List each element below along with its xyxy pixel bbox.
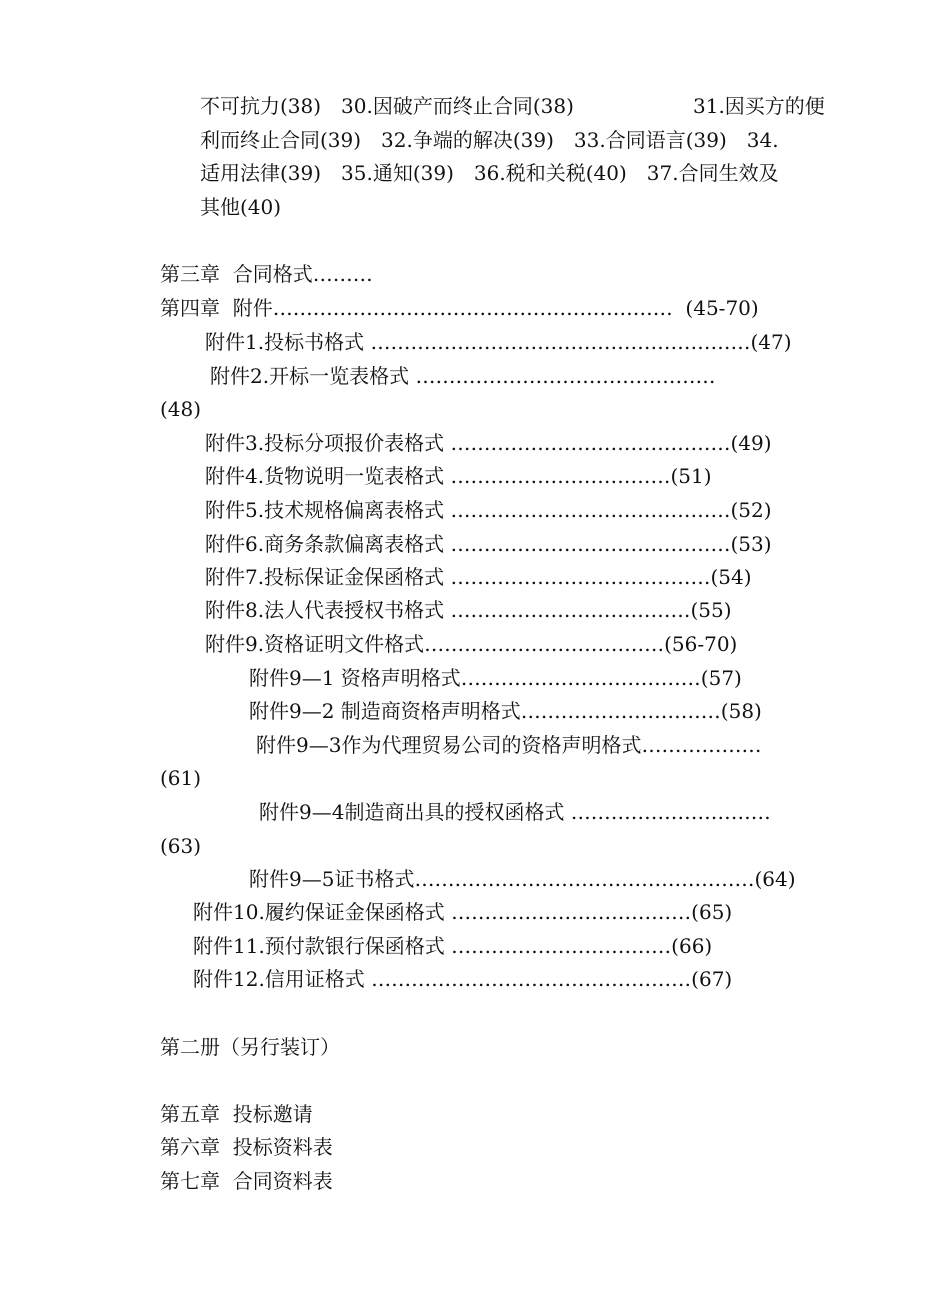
toc-continuation-line-2: 利而终止合同(39) 32.争端的解决(39) 33.合同语言(39) 34. (200, 128, 779, 152)
toc-chapter-7: 第七章 合同资料表 (160, 1169, 333, 1193)
toc-appendix-10: 附件10.履约保证金保函格式 ………………………………(65) (193, 900, 733, 924)
toc-chapter-3: 第三章 合同格式……… (160, 262, 373, 286)
toc-appendix-2: 附件2.开标一览表格式 ……………………………………… (210, 364, 716, 388)
toc-appendix-5: 附件5.技术规格偏离表格式 ……………………………………(52) (205, 498, 772, 522)
toc-appendix-2-page: (48) (160, 397, 202, 421)
volume-2-title: 第二册（另行装订） (160, 1035, 340, 1059)
toc-appendix-12: 附件12.信用证格式 …………………………………………(67) (193, 967, 733, 991)
toc-appendix-11: 附件11.预付款银行保函格式 ……………………………(66) (193, 934, 713, 958)
toc-appendix-9-5: 附件9—5证书格式……………………………………………(64) (249, 867, 796, 891)
toc-appendix-9-3-page: (61) (160, 766, 202, 790)
toc-continuation-line-4: 其他(40) (200, 195, 282, 219)
toc-appendix-9-2: 附件9—2 制造商资格声明格式…………………………(58) (249, 699, 762, 723)
toc-appendix-9: 附件9.资格证明文件格式………………………………(56-70) (205, 632, 738, 656)
toc-continuation-line-1-end: 31.因买方的便 (693, 94, 825, 118)
toc-chapter-6: 第六章 投标资料表 (160, 1135, 333, 1159)
toc-chapter-4: 第四章 附件…………………………………………………… (45-70) (160, 296, 759, 320)
toc-chapter-5: 第五章 投标邀请 (160, 1102, 313, 1126)
toc-appendix-9-1: 附件9—1 资格声明格式………………………………(57) (249, 666, 742, 690)
toc-appendix-8: 附件8.法人代表授权书格式 ………………………………(55) (205, 598, 732, 622)
toc-appendix-9-4: 附件9—4制造商出具的授权函格式 ………………………… (259, 800, 771, 824)
toc-appendix-6: 附件6.商务条款偏离表格式 ……………………………………(53) (205, 532, 772, 556)
toc-appendix-1: 附件1.投标书格式 …………………………………………………(47) (205, 330, 792, 354)
toc-appendix-3: 附件3.投标分项报价表格式 ……………………………………(49) (205, 431, 772, 455)
toc-appendix-9-3: 附件9—3作为代理贸易公司的资格声明格式……………… (256, 733, 762, 757)
toc-continuation-line-1: 不可抗力(38) 30.因破产而终止合同(38) (200, 94, 574, 118)
toc-appendix-7: 附件7.投标保证金保函格式 …………………………………(54) (205, 565, 752, 589)
toc-appendix-4: 附件4.货物说明一览表格式 ……………………………(51) (205, 464, 712, 488)
toc-appendix-9-4-page: (63) (160, 834, 202, 858)
toc-continuation-line-3: 适用法律(39) 35.通知(39) 36.税和关税(40) 37.合同生效及 (200, 161, 779, 185)
